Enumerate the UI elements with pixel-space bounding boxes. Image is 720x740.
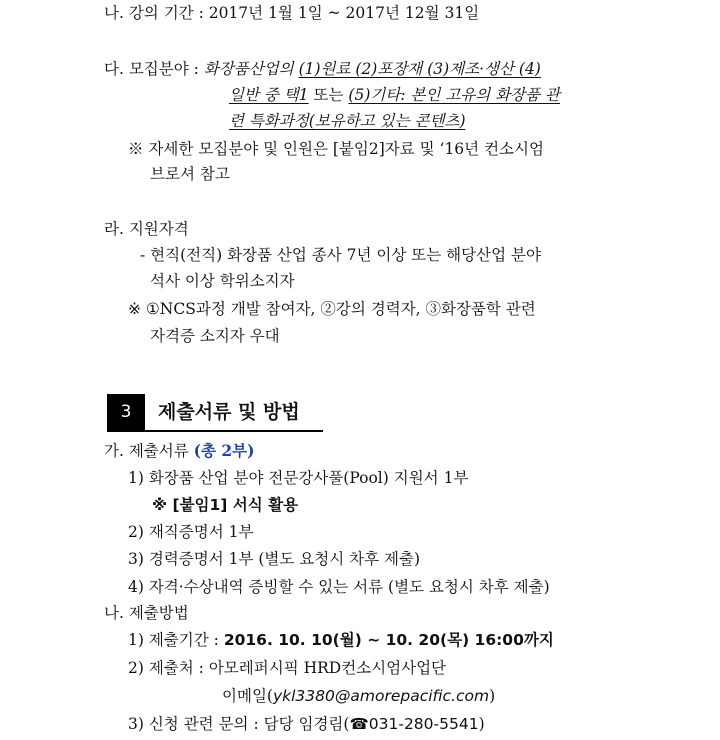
recruit-choose-one: 일반 중 택1 bbox=[229, 86, 309, 104]
phone-number: ☎031-280-5541 bbox=[349, 715, 479, 733]
recruit-field-line2 bbox=[229, 84, 560, 106]
documents-item3: 3) 경력증명서 1부 (별도 요청시 차후 제출) bbox=[128, 550, 421, 568]
method-email-close: ) bbox=[489, 687, 496, 705]
recruit-or: 또는 bbox=[308, 86, 349, 104]
documents-item2: 2) 재직증명서 1부 bbox=[128, 523, 254, 541]
method-item3 bbox=[128, 713, 485, 735]
documents-item4: 4) 자격·수상내역 증빙할 수 있는 서류 (별도 요청시 차후 제출) bbox=[128, 578, 550, 596]
recruit-note-line2: 브로셔 참고 bbox=[150, 165, 230, 183]
section-number-box bbox=[107, 394, 145, 430]
documents-count: (총 2부) bbox=[193, 441, 255, 460]
qualification-title: 라. 지원자격 bbox=[104, 220, 189, 238]
method-item1 bbox=[128, 629, 554, 651]
lecture-period: 나. 강의 기간 : 2017년 1월 1일 ~ 2017년 12월 31일 bbox=[104, 4, 480, 22]
qualification-item1-line2: 석사 이상 학위소지자 bbox=[150, 272, 295, 290]
qualification-item1-line1: - 현직(전직) 화장품 산업 종사 7년 이상 또는 해당산업 분야 bbox=[140, 246, 541, 264]
recruit-prefix: 다. 모집분야 : bbox=[104, 60, 204, 78]
method-email-label: 이메일( bbox=[222, 687, 273, 705]
method-email-address[interactable]: ykl3380@amorepacific.com bbox=[272, 687, 490, 705]
section-underline bbox=[107, 430, 323, 432]
section-title: 제출서류 및 방법 bbox=[158, 401, 300, 423]
recruit-field-line1 bbox=[104, 58, 541, 80]
recruit-other: (5)기타: 본인 고유의 화장품 관 bbox=[348, 86, 561, 104]
documents-item1: 1) 화장품 산업 분야 전문강사풀(Pool) 지원서 1부 bbox=[128, 469, 469, 487]
qualification-note-line1: ※ ①NCS과정 개발 참여자, ②강의 경력자, ③화장품학 관련 bbox=[128, 300, 536, 318]
section-number: 3 bbox=[120, 402, 132, 422]
qualification-note-line2: 자격증 소지자 우대 bbox=[150, 327, 280, 345]
recruit-field-line3: 련 특화과정(보유하고 있는 콘텐츠) bbox=[229, 112, 466, 130]
documents-title bbox=[104, 440, 254, 462]
method-email bbox=[222, 685, 495, 707]
recruit-industry: 화장품산업의 bbox=[203, 60, 299, 78]
method-item3-label: 3) 신청 관련 문의 : 담당 임경림( bbox=[128, 715, 350, 733]
documents-title-label: 가. 제출서류 bbox=[104, 442, 194, 460]
documents-item1-note: ※ [붙임1] 서식 활용 bbox=[152, 496, 299, 514]
method-item1-label: 1) 제출기간 : bbox=[128, 631, 224, 649]
recruit-categories: (1)원료 (2)포장재 (3)제조·생산 (4) bbox=[298, 60, 541, 78]
method-period: 2016. 10. 10(월) ~ 10. 20(목) 16:00까지 bbox=[223, 631, 554, 649]
method-item3-close: ) bbox=[478, 715, 485, 733]
method-item2: 2) 제출처 : 아모레퍼시픽 HRD컨소시엄사업단 bbox=[128, 659, 447, 677]
recruit-note-line1: ※ 자세한 모집분야 및 인원은 [붙임2]자료 및 ‘16년 컨소시엄 bbox=[128, 140, 544, 158]
method-title: 나. 제출방법 bbox=[104, 604, 189, 622]
